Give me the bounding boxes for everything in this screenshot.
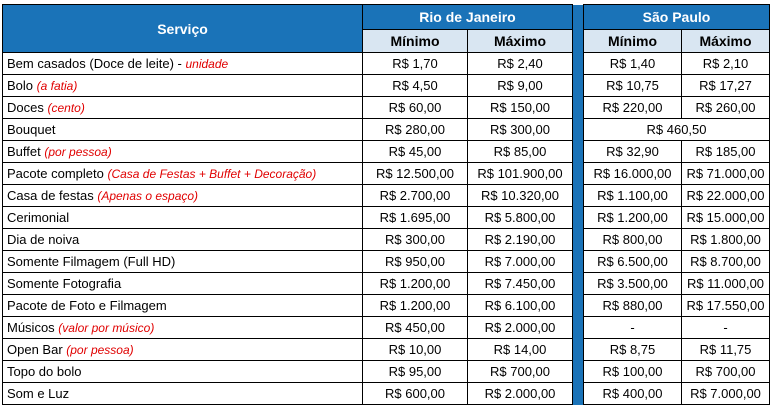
- rio-min-cell: R$ 600,00: [363, 383, 468, 405]
- rio-max-header: Máximo: [468, 30, 573, 53]
- column-gap: [573, 229, 584, 251]
- service-name: Casa de festas: [7, 188, 98, 203]
- rio-min-cell: R$ 12.500,00: [363, 163, 468, 185]
- sp-min-cell: R$ 220,00: [584, 97, 682, 119]
- service-cell: [3, 163, 363, 185]
- sp-max-cell: R$ 11.000,00: [682, 273, 770, 295]
- rio-max-cell: R$ 2.000,00: [468, 383, 573, 405]
- service-name: Doces: [7, 100, 48, 115]
- column-gap: [573, 185, 584, 207]
- service-cell: [3, 207, 363, 229]
- column-gap: [573, 251, 584, 273]
- column-gap: [573, 339, 584, 361]
- table-body: [3, 53, 770, 405]
- table-row: [3, 185, 770, 207]
- rio-min-cell: R$ 1,70: [363, 53, 468, 75]
- header-row-cities: [3, 5, 770, 30]
- sp-min-header: Mínimo: [584, 30, 682, 53]
- service-name: Pacote de Foto e Filmagem: [7, 298, 167, 313]
- table-row: [3, 251, 770, 273]
- rio-min-cell: R$ 45,00: [363, 141, 468, 163]
- service-cell: [3, 141, 363, 163]
- sp-max-cell: R$ 17,27: [682, 75, 770, 97]
- rio-min-cell: R$ 2.700,00: [363, 185, 468, 207]
- rio-max-cell: R$ 101.900,00: [468, 163, 573, 185]
- rio-min-cell: R$ 280,00: [363, 119, 468, 141]
- column-gap: [573, 75, 584, 97]
- service-cell: [3, 75, 363, 97]
- service-cell: [3, 119, 363, 141]
- rio-max-cell: R$ 150,00: [468, 97, 573, 119]
- service-name: Somente Fotografia: [7, 276, 122, 291]
- sp-max-cell: R$ 1.800,00: [682, 229, 770, 251]
- service-name: Bem casados (Doce de leite) -: [7, 56, 186, 71]
- table-row: [3, 97, 770, 119]
- service-note: (por pessoa): [66, 343, 134, 357]
- sp-min-cell: R$ 16.000,00: [584, 163, 682, 185]
- sp-min-cell: R$ 400,00: [584, 383, 682, 405]
- sp-min-cell: R$ 1.100,00: [584, 185, 682, 207]
- rio-min-cell: R$ 1.200,00: [363, 273, 468, 295]
- sp-max-cell: R$ 22.000,00: [682, 185, 770, 207]
- service-note: (a fatia): [36, 79, 78, 93]
- sp-max-header: Máximo: [682, 30, 770, 53]
- service-name: Bouquet: [7, 122, 56, 137]
- column-gap: [573, 141, 584, 163]
- service-cell: [3, 295, 363, 317]
- service-cell: [3, 273, 363, 295]
- table-row: [3, 141, 770, 163]
- column-gap: [573, 163, 584, 185]
- sp-max-cell: R$ 2,10: [682, 53, 770, 75]
- rio-max-cell: R$ 5.800,00: [468, 207, 573, 229]
- service-name: Buffet: [7, 144, 45, 159]
- sp-max-cell: R$ 700,00: [682, 361, 770, 383]
- table-row: [3, 229, 770, 251]
- service-name: Dia de noiva: [7, 232, 80, 247]
- service-cell: [3, 339, 363, 361]
- sp-max-cell: R$ 11,75: [682, 339, 770, 361]
- sp-min-cell: R$ 1.200,00: [584, 207, 682, 229]
- service-name: Somente Filmagem (Full HD): [7, 254, 176, 269]
- service-note: (Apenas o espaço): [97, 189, 199, 203]
- service-name: Topo do bolo: [7, 364, 82, 379]
- sp-min-cell: R$ 8,75: [584, 339, 682, 361]
- table-row: [3, 119, 770, 141]
- sp-merged-cell: R$ 460,50: [584, 119, 770, 141]
- service-header: Serviço: [3, 5, 363, 53]
- sp-max-cell: R$ 71.000,00: [682, 163, 770, 185]
- service-note: (Casa de Festas + Buffet + Decoração): [107, 167, 317, 181]
- sp-min-cell: R$ 1,40: [584, 53, 682, 75]
- table-row: [3, 207, 770, 229]
- rio-min-cell: R$ 60,00: [363, 97, 468, 119]
- rio-min-cell: R$ 10,00: [363, 339, 468, 361]
- rio-max-cell: R$ 14,00: [468, 339, 573, 361]
- rio-max-cell: R$ 7.000,00: [468, 251, 573, 273]
- service-note: (cento): [47, 101, 85, 115]
- rio-max-cell: R$ 2.190,00: [468, 229, 573, 251]
- service-name: Bolo: [7, 78, 37, 93]
- table-row: [3, 383, 770, 405]
- service-cell: [3, 97, 363, 119]
- service-note: (por pessoa): [44, 145, 112, 159]
- city-header-rio: Rio de Janeiro: [363, 5, 573, 30]
- rio-min-cell: R$ 450,00: [363, 317, 468, 339]
- sp-max-cell: R$ 15.000,00: [682, 207, 770, 229]
- rio-max-cell: R$ 300,00: [468, 119, 573, 141]
- column-gap: [573, 119, 584, 141]
- service-name: Cerimonial: [7, 210, 70, 225]
- sp-min-cell: R$ 6.500,00: [584, 251, 682, 273]
- sp-min-cell: R$ 880,00: [584, 295, 682, 317]
- service-cell: [3, 251, 363, 273]
- sp-max-cell: R$ 8.700,00: [682, 251, 770, 273]
- rio-max-cell: R$ 85,00: [468, 141, 573, 163]
- column-gap: [573, 207, 584, 229]
- service-cell: [3, 185, 363, 207]
- table-row: [3, 295, 770, 317]
- rio-max-cell: R$ 700,00: [468, 361, 573, 383]
- sp-min-cell: R$ 800,00: [584, 229, 682, 251]
- column-gap: [573, 97, 584, 119]
- rio-min-cell: R$ 95,00: [363, 361, 468, 383]
- rio-max-cell: R$ 7.450,00: [468, 273, 573, 295]
- service-name: Open Bar: [7, 342, 67, 357]
- service-name: Pacote completo: [7, 166, 108, 181]
- rio-min-cell: R$ 950,00: [363, 251, 468, 273]
- sp-max-cell: R$ 185,00: [682, 141, 770, 163]
- rio-min-cell: R$ 4,50: [363, 75, 468, 97]
- service-name: Músicos: [7, 320, 59, 335]
- rio-min-header: Mínimo: [363, 30, 468, 53]
- sp-min-cell: R$ 3.500,00: [584, 273, 682, 295]
- price-table: [2, 4, 770, 405]
- table-row: [3, 361, 770, 383]
- sp-min-cell: R$ 32,90: [584, 141, 682, 163]
- table-row: [3, 317, 770, 339]
- rio-min-cell: R$ 300,00: [363, 229, 468, 251]
- table-row: [3, 273, 770, 295]
- table-row: [3, 339, 770, 361]
- rio-max-cell: R$ 6.100,00: [468, 295, 573, 317]
- column-gap: [573, 5, 584, 53]
- table-row: [3, 53, 770, 75]
- table-row: [3, 75, 770, 97]
- sp-min-cell: -: [584, 317, 682, 339]
- table-row: [3, 163, 770, 185]
- column-gap: [573, 53, 584, 75]
- sp-min-cell: R$ 10,75: [584, 75, 682, 97]
- column-gap: [573, 273, 584, 295]
- column-gap: [573, 361, 584, 383]
- column-gap: [573, 317, 584, 339]
- rio-max-cell: R$ 9,00: [468, 75, 573, 97]
- rio-min-cell: R$ 1.200,00: [363, 295, 468, 317]
- service-name: Som e Luz: [7, 386, 70, 401]
- rio-max-cell: R$ 2,40: [468, 53, 573, 75]
- sp-max-cell: R$ 7.000,00: [682, 383, 770, 405]
- rio-max-cell: R$ 2.000,00: [468, 317, 573, 339]
- service-cell: [3, 317, 363, 339]
- service-cell: [3, 361, 363, 383]
- service-note: (valor por músico): [58, 321, 155, 335]
- service-cell: [3, 229, 363, 251]
- sp-min-cell: R$ 100,00: [584, 361, 682, 383]
- sp-max-cell: R$ 260,00: [682, 97, 770, 119]
- column-gap: [573, 383, 584, 405]
- city-header-sao-paulo: São Paulo: [584, 5, 770, 30]
- sp-max-cell: -: [682, 317, 770, 339]
- rio-max-cell: R$ 10.320,00: [468, 185, 573, 207]
- service-note: unidade: [185, 57, 229, 71]
- service-cell: [3, 383, 363, 405]
- column-gap: [573, 295, 584, 317]
- sp-max-cell: R$ 17.550,00: [682, 295, 770, 317]
- service-cell: [3, 53, 363, 75]
- rio-min-cell: R$ 1.695,00: [363, 207, 468, 229]
